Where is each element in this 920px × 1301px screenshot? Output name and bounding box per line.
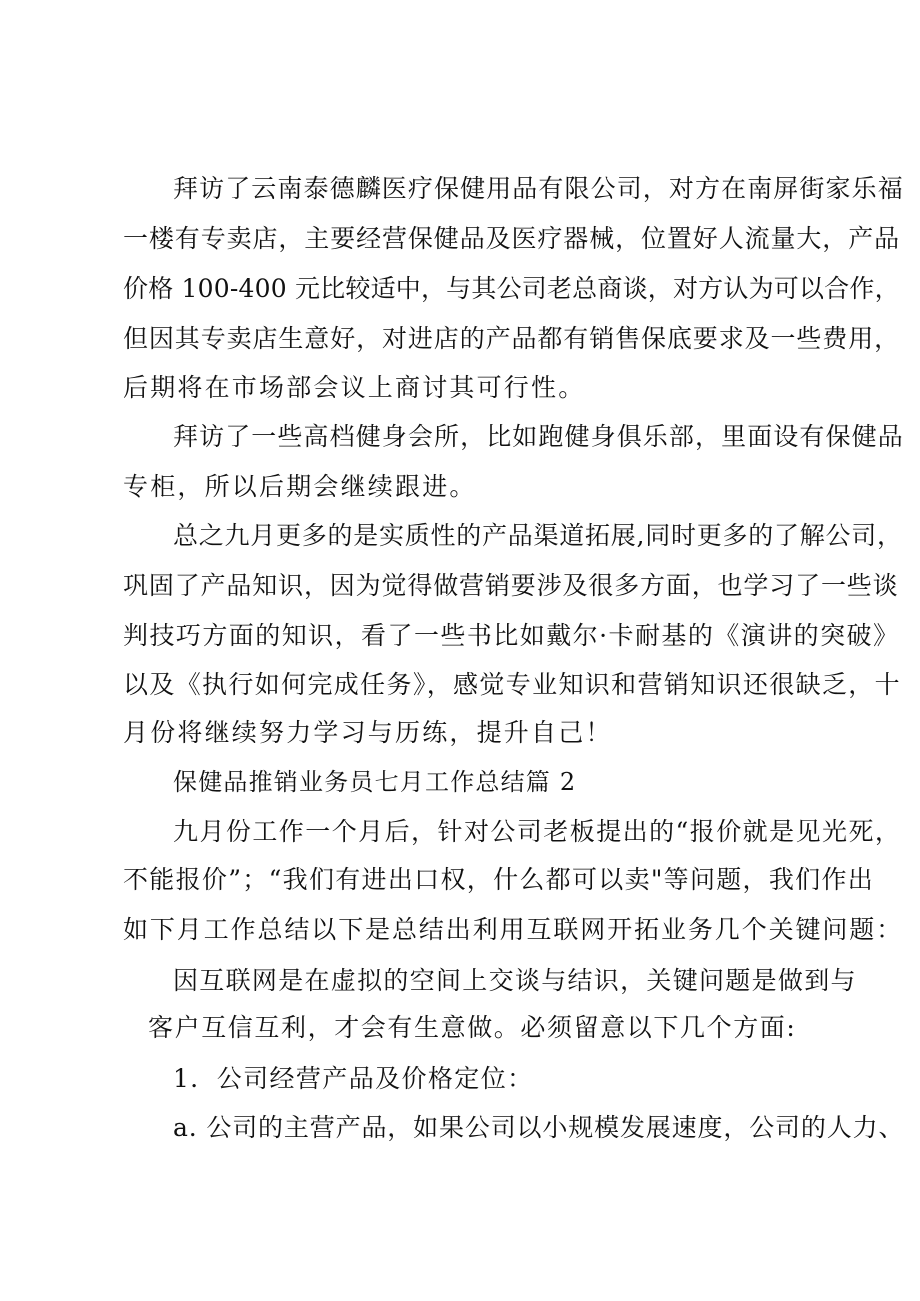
paragraph-line: 因互联网是在虚拟的空间上交谈与结识，关键问题是做到与 (173, 966, 857, 995)
paragraph-line: 拜访了一些高档健身会所，比如跑健身俱乐部，里面设有保健品 (173, 422, 904, 451)
paragraph-line: 巩固了产品知识，因为觉得做营销要涉及很多方面，也学习了一些谈 (123, 571, 899, 600)
paragraph-line: 判技巧方面的知识，看了一些书比如戴尔·卡耐基的《演讲的突破》 (123, 621, 900, 650)
list-item: a. 公司的主营产品，如果公司以小规模发展速度，公司的人力、 (173, 1113, 905, 1142)
list-item: 1．公司经营产品及价格定位： (173, 1064, 534, 1093)
paragraph-line: 专柜，所以后期会继续跟进。 (123, 472, 477, 501)
paragraph-line: 后期将在市场部会议上商讨其可行性。 (123, 373, 586, 402)
paragraph-line: 总之九月更多的是实质性的产品渠道拓展,同时更多的了解公司， (173, 521, 903, 550)
paragraph-line: 价格 100-400 元比较适中，与其公司老总商谈，对方认为可以合作， (123, 274, 900, 303)
paragraph-line: 拜访了云南泰德麟医疗保健用品有限公司，对方在南屏街家乐福 (173, 174, 904, 203)
paragraph-line: 如下月工作总结以下是总结出利用互联网开拓业务几个关键问题： (123, 915, 904, 944)
paragraph-line: 月份将继续努力学习与历练，提升自己！ (123, 718, 613, 747)
section-heading: 保健品推销业务员七月工作总结篇 2 (173, 768, 577, 796)
paragraph-line: 不能报价”；“我们有进出口权，什么都可以卖"等问题，我们作出 (123, 865, 875, 894)
paragraph-line: 以及《执行如何完成任务》，感觉专业知识和营销知识还很缺乏，十 (123, 670, 902, 699)
paragraph-line: 但因其专卖店生意好，对进店的产品都有销售保底要求及一些费用， (123, 324, 901, 353)
paragraph-line: 客户互信互利，才会有生意做。必须留意以下几个方面: (148, 1013, 797, 1042)
paragraph-line: 九月份工作一个月后，针对公司老板提出的“报价就是见光死， (173, 817, 902, 846)
paragraph-line: 一楼有专卖店，主要经营保健品及医疗器械，位置好人流量大，产品 (123, 224, 901, 253)
